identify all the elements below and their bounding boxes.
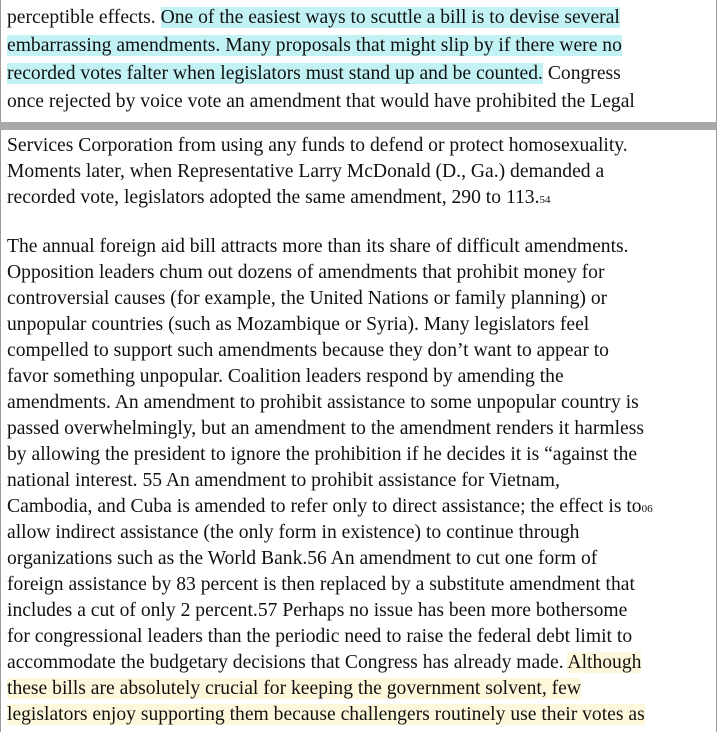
text-line	[7, 676, 712, 702]
text-line: Services Corporation from using any funds to defend or protect homosexuality.	[7, 135, 628, 156]
text-line	[7, 89, 712, 115]
page-bottom-fragment	[0, 130, 717, 732]
page-top-fragment	[0, 0, 717, 122]
text-line	[7, 702, 712, 728]
text-line: The annual foreign aid bill attracts more than its share of difficult amendments.	[7, 236, 629, 257]
text-line	[7, 5, 712, 31]
text-line: compelled to support such amendments because they don’t want to appear to	[7, 340, 609, 361]
text-span: recorded vote, legislators adopted the same amendment, 290 to 113.	[7, 187, 540, 208]
text-line: amendments. An amendment to prohibit assistance to some unpopular country is	[7, 392, 639, 413]
margin-number: 06	[641, 503, 653, 515]
text-line: includes a cut of only 2 percent.57 Perhaps no issue has been more bothersome	[7, 600, 628, 621]
highlighted-text[interactable]: recorded votes falter when legislators must stand up and be counted.	[7, 63, 543, 84]
text-line: organizations such as the World Bank.56 An amendment to cut one form of	[7, 548, 598, 569]
page-separator	[0, 122, 717, 130]
text-span: Cambodia, and Cuba is amended to refer only to direct assistance; the effect is to	[7, 496, 642, 517]
text-line	[7, 61, 712, 87]
text-line	[7, 185, 712, 211]
highlighted-text[interactable]: legislators enjoy supporting them because challengers routinely use their votes as	[7, 704, 645, 725]
text-line	[7, 494, 712, 520]
text-line: foreign assistance by 83 percent is then replaced by a substitute amendment that	[7, 574, 635, 595]
text-line: Moments later, when Representative Larry McDonald (D., Ga.) demanded a	[7, 161, 605, 182]
highlighted-text[interactable]: these bills are absolutely crucial for keeping the government solvent, few	[7, 678, 582, 699]
text-span: accommodate the budgetary decisions that Congress has already made.	[7, 652, 568, 673]
highlighted-text[interactable]: Although	[567, 652, 642, 673]
text-line: national interest. 55 An amendment to prohibit assistance for Vietnam,	[7, 470, 560, 491]
text-line: favor something unpopular. Coalition leaders respond by amending the	[7, 366, 564, 387]
text-line: Opposition leaders chum out dozens of amendments that prohibit money for	[7, 262, 605, 283]
text-line	[7, 33, 712, 59]
text-line: controversial causes (for example, the United Nations or family planning) or	[7, 288, 608, 309]
text-line: allow indirect assistance (the only form in existence) to continue through	[7, 522, 580, 543]
text-span: perceptible effects.	[7, 7, 161, 28]
text-span: Congress	[542, 63, 621, 84]
highlighted-text[interactable]: One of the easiest ways to scuttle a bill is to devise several	[160, 7, 620, 28]
text-line: passed overwhelmingly, but an amendment to the amendment renders it harmless	[7, 418, 644, 439]
text-line: unpopular countries (such as Mozambique or Syria). Many legislators feel	[7, 314, 590, 335]
text-line: for congressional leaders than the periodic need to raise the federal debt limit to	[7, 626, 633, 647]
footnote-marker: 54	[539, 194, 551, 206]
text-span: once rejected by voice vote an amendment that would have prohibited the Legal	[7, 91, 635, 112]
text-line	[7, 650, 712, 676]
highlighted-text[interactable]: embarrassing amendments. Many proposals that might slip by if there were no	[7, 35, 622, 56]
text-line: by allowing the president to ignore the prohibition if he decides it is “against the	[7, 444, 638, 465]
